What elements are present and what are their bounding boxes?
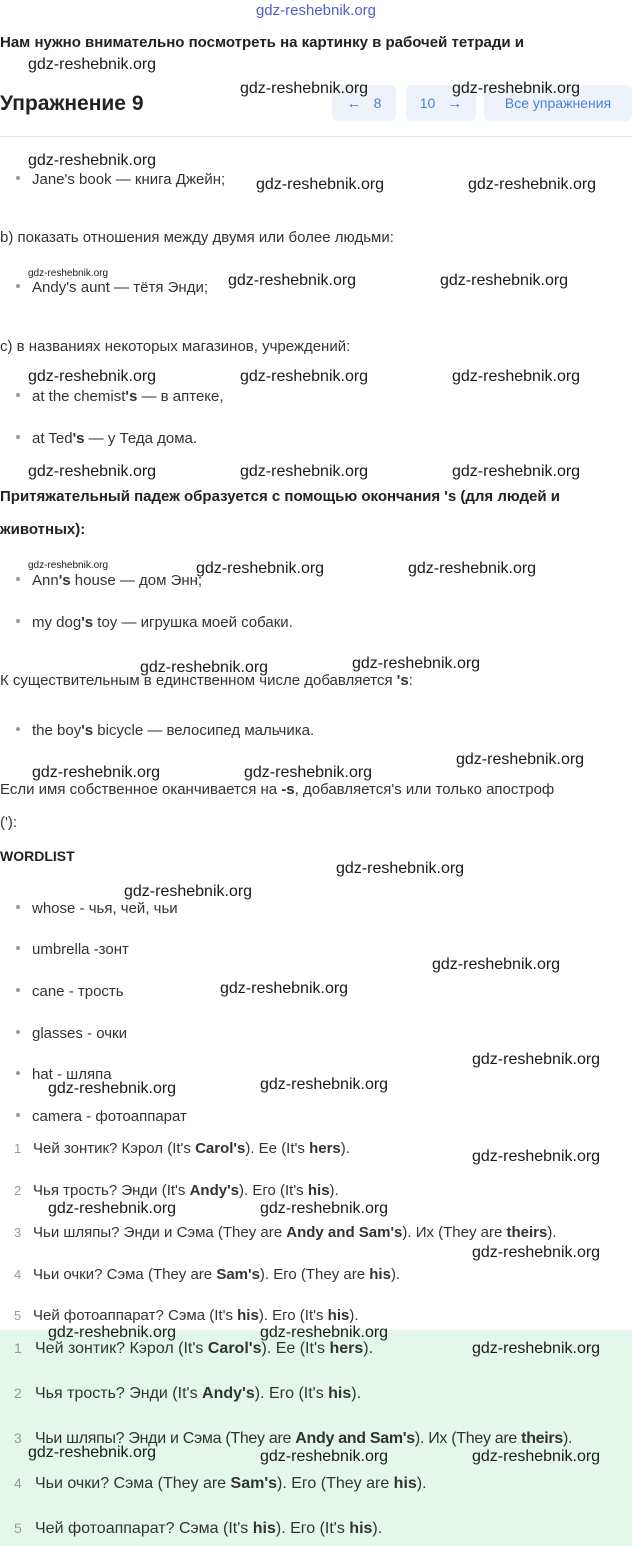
watermark-text: gdz-reshebnik.org bbox=[28, 368, 157, 385]
watermark-text: gdz-reshebnik.org bbox=[140, 659, 269, 676]
example-d1: Ann's house — дом Энн; bbox=[16, 572, 202, 589]
watermark-text: gdz-reshebnik.org bbox=[240, 368, 369, 385]
point-b: b) показать отношения между двумя или более людьми: bbox=[0, 229, 394, 246]
bullet-icon bbox=[16, 393, 20, 397]
point-c: c) в названиях некоторых магазинов, учреждений: bbox=[0, 338, 351, 355]
watermark-text: gdz-reshebnik.org bbox=[244, 764, 373, 781]
answer-item: 1 Чей зонтик? Кэрол (It's Carol's). Ее (It's hers). bbox=[14, 1340, 374, 1357]
watermark-text: gdz-reshebnik.org bbox=[472, 1448, 601, 1465]
watermark-text: gdz-reshebnik.org bbox=[456, 751, 585, 768]
watermark-text: gdz-reshebnik.org bbox=[452, 80, 581, 97]
watermark-text: gdz-reshebnik.org bbox=[28, 1444, 157, 1461]
watermark-text: gdz-reshebnik.org bbox=[256, 176, 385, 193]
watermark-text: gdz-reshebnik.org bbox=[28, 268, 109, 279]
arrow-left-icon: ← bbox=[346, 94, 362, 112]
answer-item: 2 Чья трость? Энди (It's Andy's). Его (It's his). bbox=[14, 1385, 362, 1402]
wordlist-item: hat - шляпа bbox=[16, 1066, 112, 1083]
proper-name-rule-line-2: ('): bbox=[0, 814, 18, 831]
wordlist-item: umbrella -зонт bbox=[16, 941, 129, 958]
question-item: 5 Чей фотоаппарат? Сэма (It's his). Его (It's his). bbox=[14, 1307, 359, 1324]
question-item: 2 Чья трость? Энди (It's Andy's). Его (It's his). bbox=[14, 1182, 339, 1199]
wordlist-item: cane - трость bbox=[16, 983, 124, 1000]
wordlist-item: whose - чья, чей, чьи bbox=[16, 900, 178, 917]
all-exercises-label: Все упражнения bbox=[504, 95, 612, 111]
watermark-text: gdz-reshebnik.org bbox=[228, 272, 357, 289]
watermark-text: gdz-reshebnik.org bbox=[220, 980, 349, 997]
watermark-text: gdz-reshebnik.org bbox=[452, 368, 581, 385]
watermark-text: gdz-reshebnik.org bbox=[240, 463, 369, 480]
wordlist-item: glasses - очки bbox=[16, 1025, 127, 1042]
bullet-icon bbox=[16, 284, 20, 288]
exercise-title: Упражнение 9 bbox=[0, 92, 144, 115]
watermark-text: gdz-reshebnik.org bbox=[28, 152, 157, 169]
bullet-icon bbox=[16, 1071, 20, 1075]
watermark-text: gdz-reshebnik.org bbox=[260, 1076, 389, 1093]
bullet-icon bbox=[16, 946, 20, 950]
example-e: the boy's bicycle — велосипед мальчика. bbox=[16, 722, 314, 739]
question-item: 1 Чей зонтик? Кэрол (It's Carol's). Ее (It's hers). bbox=[14, 1140, 350, 1157]
watermark-text: gdz-reshebnik.org bbox=[48, 1324, 177, 1341]
wordlist-title: WORDLIST bbox=[0, 848, 75, 864]
intro-text: Нам нужно внимательно посмотреть на картинку в рабочей тетради и bbox=[0, 34, 524, 51]
question-item: 3 Чьи шляпы? Энди и Сэма (They are Andy and Sam's). Их (They are theirs). bbox=[14, 1224, 557, 1241]
proper-name-rule: Если имя собственное оканчивается на -s, добавляется's или только апостроф bbox=[0, 781, 555, 798]
next-exercise-label: 10 bbox=[419, 95, 436, 111]
bullet-icon bbox=[16, 727, 20, 731]
rule-line-2: животных): bbox=[0, 521, 86, 538]
watermark-text: gdz-reshebnik.org bbox=[196, 560, 325, 577]
site-watermark-top: gdz-reshebnik.org bbox=[255, 2, 377, 19]
watermark-text: gdz-reshebnik.org bbox=[124, 883, 253, 900]
watermark-text: gdz-reshebnik.org bbox=[48, 1080, 177, 1097]
example-a: Jane's book — книга Джейн; bbox=[16, 171, 225, 188]
bullet-icon bbox=[16, 1113, 20, 1117]
singular-rule: К существительным в единственном числе добавляется 's: bbox=[0, 672, 413, 689]
example-c2: at Ted's — у Теда дома. bbox=[16, 430, 197, 447]
example-c1: at the chemist's — в аптеке, bbox=[16, 388, 224, 405]
wordlist-item: camera - фотоаппарат bbox=[16, 1108, 187, 1125]
watermark-text: gdz-reshebnik.org bbox=[28, 560, 109, 571]
watermark-text: gdz-reshebnik.org bbox=[440, 272, 569, 289]
header-divider bbox=[0, 136, 632, 137]
bullet-icon bbox=[16, 905, 20, 909]
answer-item: 3 Чьи шляпы? Энди и Сэма (They are Andy and Sam's). Их (They are theirs). bbox=[14, 1430, 573, 1447]
watermark-text: gdz-reshebnik.org bbox=[472, 1051, 601, 1068]
watermark-text: gdz-reshebnik.org bbox=[408, 560, 537, 577]
bullet-icon bbox=[16, 619, 20, 623]
bullet-icon bbox=[16, 176, 20, 180]
answer-item: 5 Чей фотоаппарат? Сэма (It's his). Его (It's his). bbox=[14, 1520, 383, 1537]
watermark-text: gdz-reshebnik.org bbox=[48, 1200, 177, 1217]
bullet-icon bbox=[16, 988, 20, 992]
prev-exercise-label: 8 bbox=[373, 95, 382, 111]
watermark-text: gdz-reshebnik.org bbox=[260, 1324, 389, 1341]
example-b: Andy's aunt — тётя Энди; bbox=[16, 279, 208, 296]
watermark-text: gdz-reshebnik.org bbox=[28, 56, 157, 73]
watermark-text: gdz-reshebnik.org bbox=[240, 80, 369, 97]
bullet-icon bbox=[16, 1030, 20, 1034]
bullet-icon bbox=[16, 577, 20, 581]
watermark-text: gdz-reshebnik.org bbox=[336, 860, 465, 877]
watermark-text: gdz-reshebnik.org bbox=[432, 956, 561, 973]
watermark-text: gdz-reshebnik.org bbox=[260, 1200, 389, 1217]
watermark-text: gdz-reshebnik.org bbox=[32, 764, 161, 781]
watermark-text: gdz-reshebnik.org bbox=[452, 463, 581, 480]
question-item: 4 Чьи очки? Сэма (They are Sam's). Его (They are his). bbox=[14, 1266, 401, 1283]
rule-line-1: Притяжательный падеж образуется с помощью окончания 's (для людей и bbox=[0, 488, 560, 505]
watermark-text: gdz-reshebnik.org bbox=[472, 1244, 601, 1261]
watermark-text: gdz-reshebnik.org bbox=[352, 655, 481, 672]
arrow-right-icon: → bbox=[447, 94, 463, 112]
watermark-text: gdz-reshebnik.org bbox=[472, 1148, 601, 1165]
example-d2: my dog's toy — игрушка моей собаки. bbox=[16, 614, 293, 631]
answer-item: 4 Чьи очки? Сэма (They are Sam's). Его (They are his). bbox=[14, 1475, 427, 1492]
watermark-text: gdz-reshebnik.org bbox=[472, 1340, 601, 1357]
watermark-text: gdz-reshebnik.org bbox=[260, 1448, 389, 1465]
bullet-icon bbox=[16, 435, 20, 439]
watermark-text: gdz-reshebnik.org bbox=[468, 176, 597, 193]
watermark-text: gdz-reshebnik.org bbox=[28, 463, 157, 480]
